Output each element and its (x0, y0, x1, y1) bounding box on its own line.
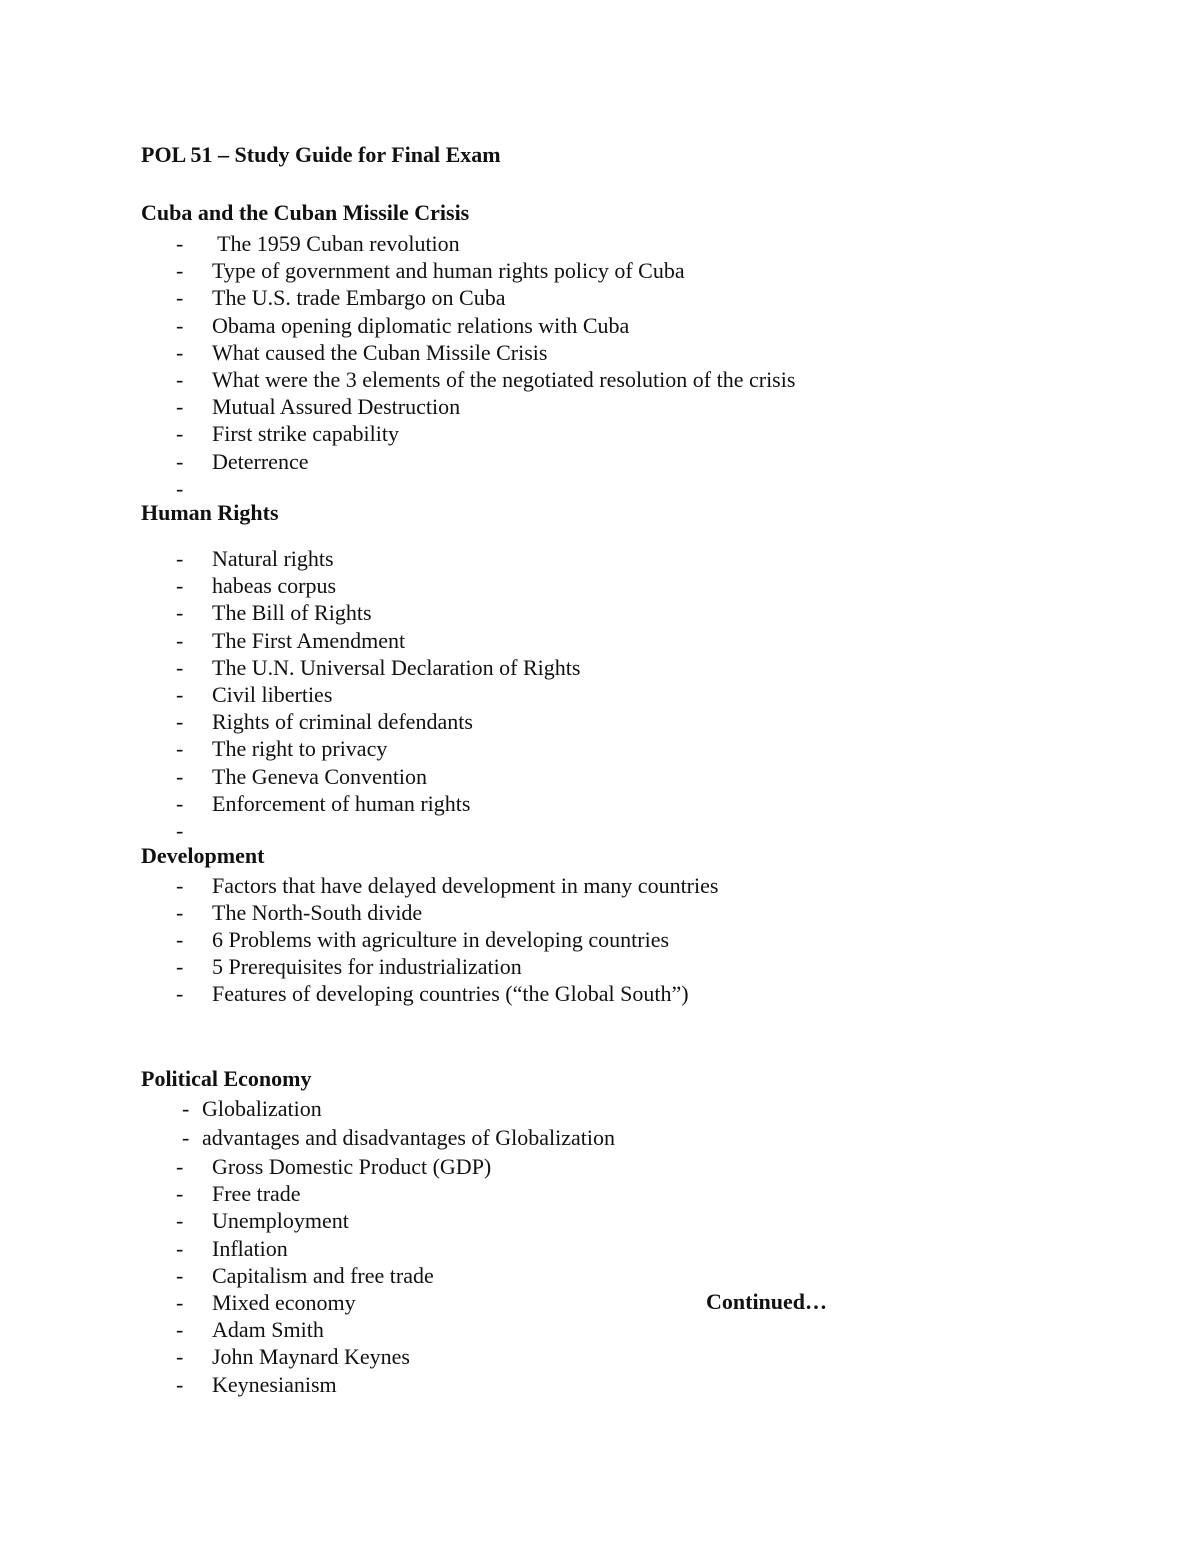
bullet-dash: - (176, 1317, 184, 1343)
list-item-text: Globalization (202, 1096, 322, 1121)
bullet-dash: - (176, 873, 184, 898)
bullet-dash: - (182, 1096, 190, 1121)
bullet-dash: - (176, 285, 184, 311)
bullet-dash: - (176, 682, 184, 707)
list-item-text: The First Amendment (212, 627, 406, 653)
bullet-dash: - (176, 900, 184, 926)
bullet-dash: - (176, 981, 184, 1007)
list-item-text: Type of government and human rights policy of Cuba (212, 258, 685, 284)
list-item-text: What caused the Cuban Missile Crisis (212, 339, 548, 365)
list-item-text: Inflation (212, 1235, 288, 1261)
bullet-dash: - (176, 736, 184, 762)
section-heading: Human Rights (141, 500, 279, 525)
bullet-dash: - (176, 763, 184, 789)
bullet-dash: - (182, 1125, 190, 1150)
bullet-dash: - (176, 1154, 184, 1179)
list-item-text: Deterrence (212, 448, 309, 474)
bullet-dash: - (176, 1208, 184, 1234)
list-item-text: Capitalism and free trade (212, 1262, 434, 1288)
list-item-text: Factors that have delayed development in many countries (212, 873, 719, 898)
bullet-dash: - (176, 421, 184, 447)
list-item-text: Free trade (212, 1181, 301, 1207)
list-item-text: Adam Smith (212, 1317, 324, 1343)
list-item-text: The U.N. Universal Declaration of Rights (212, 654, 581, 680)
list-item-text: Mixed economy (212, 1290, 356, 1315)
list-item-text: Mutual Assured Destruction (212, 394, 461, 420)
bullet-dash: - (176, 1181, 184, 1207)
bullet-dash: - (176, 258, 184, 284)
bullet-dash: - (176, 573, 184, 599)
list-item-text: Civil liberties (212, 682, 333, 707)
list-item-text: Features of developing countries (“the Global South”) (212, 981, 689, 1007)
list-item-text: 5 Prerequisites for industrialization (212, 954, 522, 980)
list-item-text: What were the 3 elements of the negotiated resolution of the crisis (212, 367, 796, 392)
bullet-dash: - (176, 1344, 184, 1370)
list-item-text: The 1959 Cuban revolution (212, 231, 460, 256)
bullet-dash: - (176, 448, 184, 474)
list-item-text: The U.S. trade Embargo on Cuba (212, 285, 506, 311)
bullet-dash: - (176, 709, 184, 735)
bullet-dash: - (176, 231, 184, 256)
list-item-text: 6 Problems with agriculture in developing countries (212, 927, 670, 953)
bullet-dash: - (176, 339, 184, 365)
list-item-text: Natural rights (212, 546, 334, 571)
bullet-dash: - (176, 1371, 184, 1397)
bullet-dash: - (176, 654, 184, 680)
list-item-text: habeas corpus (212, 573, 337, 599)
list-item-text: Gross Domestic Product (GDP) (212, 1154, 492, 1179)
bullet-dash: - (176, 600, 184, 626)
bullet-dash: - (176, 818, 184, 843)
bullet-dash: - (176, 394, 184, 420)
list-item-text: First strike capability (212, 421, 399, 447)
bullet-dash: - (176, 475, 184, 501)
section-heading: Development (141, 843, 265, 868)
list-item-text: The Bill of Rights (212, 600, 372, 626)
list-item-text: Unemployment (212, 1208, 349, 1234)
bullet-dash: - (176, 1290, 184, 1315)
bullet-dash: - (176, 927, 184, 953)
bullet-dash: - (176, 1262, 184, 1288)
bullet-dash: - (176, 367, 184, 392)
bullet-dash: - (176, 954, 184, 980)
list-item-text: The Geneva Convention (212, 763, 428, 789)
bullet-dash: - (176, 312, 184, 338)
list-item-text: The North-South divide (212, 900, 423, 926)
bullet-dash: - (176, 627, 184, 653)
list-item-text: advantages and disadvantages of Globalization (202, 1125, 615, 1150)
bullet-dash: - (176, 546, 184, 571)
list-item-text: John Maynard Keynes (212, 1344, 410, 1370)
bullet-dash: - (176, 1235, 184, 1261)
list-item-text: Enforcement of human rights (212, 790, 471, 816)
bullet-dash: - (176, 790, 184, 816)
list-item-text: Obama opening diplomatic relations with Cuba (212, 312, 630, 338)
list-item-text: The right to privacy (212, 736, 388, 762)
section-heading: Political Economy (141, 1066, 312, 1091)
list-item-text: Keynesianism (212, 1371, 337, 1397)
document-title: POL 51 – Study Guide for Final Exam (141, 142, 501, 167)
section-heading: Cuba and the Cuban Missile Crisis (141, 200, 470, 225)
list-item-text: Rights of criminal defendants (212, 709, 473, 735)
continued-note: Continued… (706, 1289, 828, 1314)
